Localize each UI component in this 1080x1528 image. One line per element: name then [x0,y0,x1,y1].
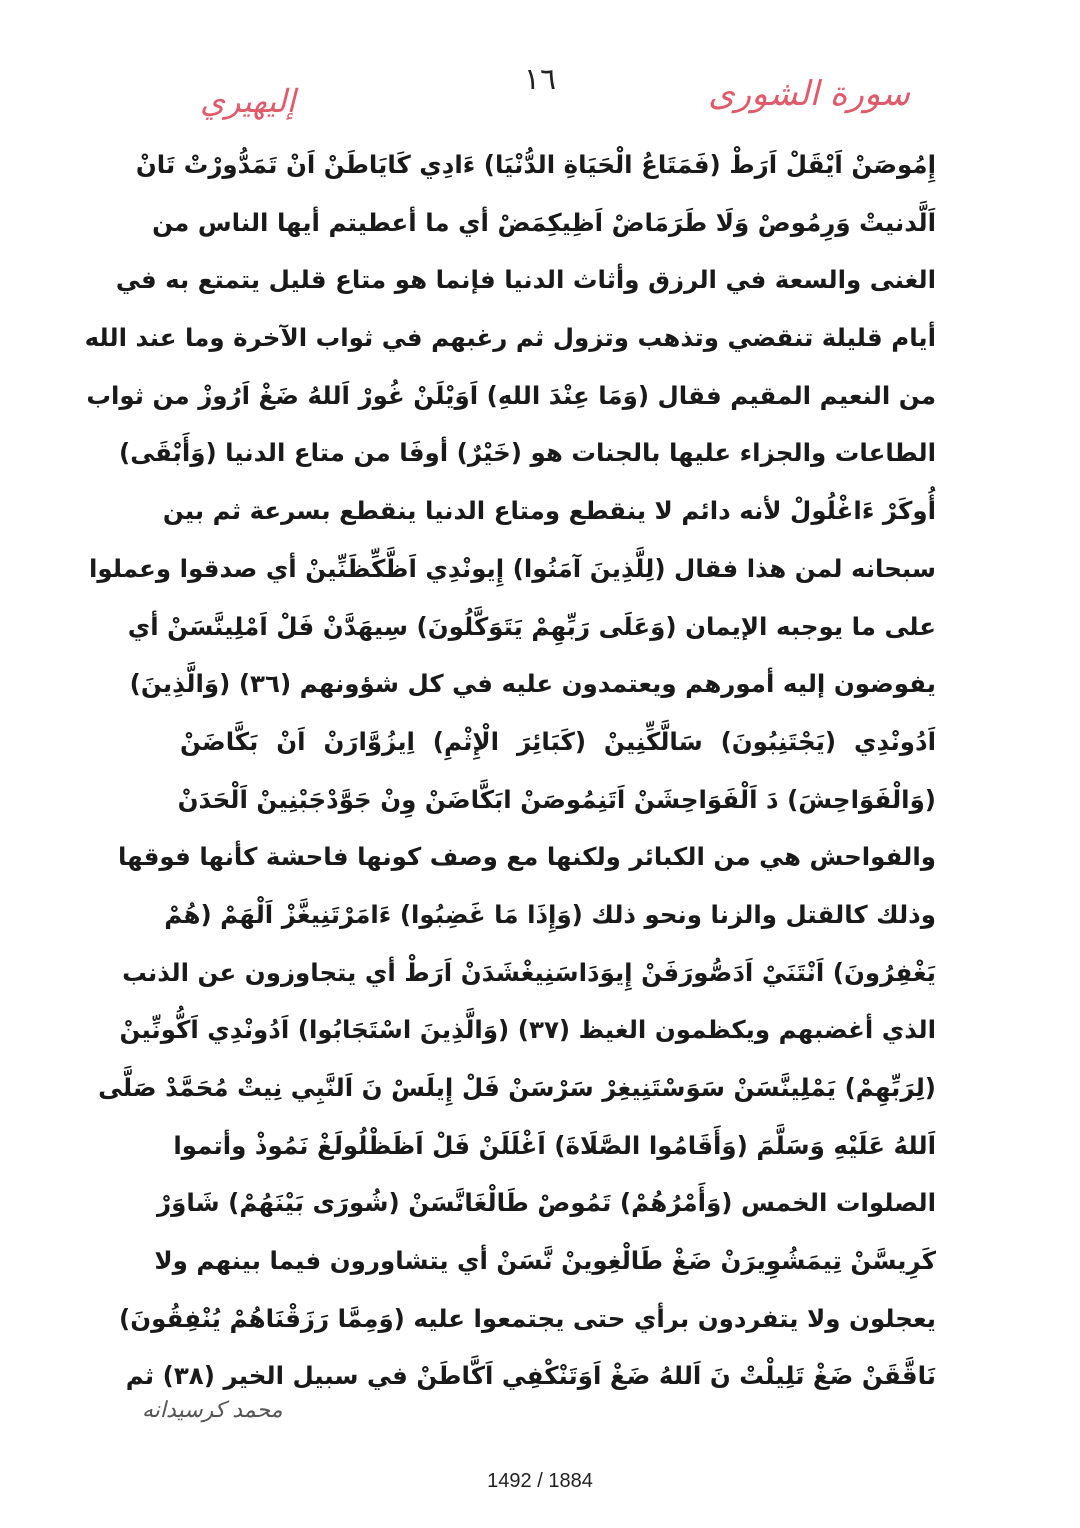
text-line: وذلك كالقتل والزنا ونحو ذلك (وَإِذَا مَا غَضِبُوا) ءَامَرْتَنِيغَّزْ اَلْهَمْ (هُمْ [164,899,936,929]
text-line: يفوضون إليه أمورهم ويعتمدون عليه في كل شؤونهم (٣٦) (وَالَّذِينَ) [129,669,936,699]
text-line: نَاقَّقَنْ ضَغْ تَلِيلْتْ نَ اَللهُ ضَغْ اَوَتَنْكْفِي اَكَّاطَنْ في سبيل الخير (٣٨) ثم [125,1361,936,1391]
text-line: سبحانه لمن هذا فقال (لِلَّذِينَ آمَنُوا) إِيونْدِي اَظَّكِّظَنِّينْ أي صدقوا وعملوا [89,553,936,583]
text-line: الطاعات والجزاء عليها بالجنات هو (خَيْرٌ) أوفَا من متاع الدنيا (وَأَبْقَى) [119,438,936,468]
text-line: اَللهُ عَلَيْهِ وَسَلَّمَ (وَأَقَامُوا الصَّلَاةَ) اَغْلَلَنْ فَلْ اَظَظْلُولَغْ نَمُوذْ وأتموا [173,1130,936,1160]
text-line: (لِرَبِّهِمْ) يَمْلِينَّسَنْ سَوَسْتَنِيغِرْ سَرْسَنْ فَلْ إِيلَسْ نَ اَلنَّبِي نِيتْ مُحَمَّدْ صَلَّى [98,1073,936,1102]
page-body-text [84,136,936,1405]
text-line: أُوكَرْ ءَاغْلُولْ لأنه دائم لا ينقطع ومتاع الدنيا ينقطع بسرعة ثم بين [162,496,936,526]
text-line: الصلوات الخمس (وَأَمْرُهُمْ) تَمُوصْ طَالْغَانَّسَنْ (شُورَى بَيْنَهُمْ) شَاوَرْ [156,1188,936,1218]
page-number: ١٦ [523,62,557,97]
text-line: يَغْفِرُونَ) اَنْتَنَيْ اَدَصُّورَفَنْ إِيوَدَاسَنِيغْشَدَنْ اَرَطْ أي يتجاوزون عن الذنب [122,957,936,987]
handwritten-signature: محمد كرسيدانه [142,1398,283,1423]
viewer-page-indicator: 1492 / 1884 [487,1470,593,1492]
surah-title-handwritten: سورة الشورى [708,74,910,114]
text-line: (وَالْفَوَاحِشَ) دَ اَلْفَوَاحِشَنْ اَتَنِمُوصَنْ ابَكَّاضَنْ وِنْ جَوَّدْجَبْنِينْ اَلْحَدَنْ [177,784,936,814]
text-line: على ما يوجبه الإيمان (وَعَلَى رَبِّهِمْ يَتَوَكَّلُونَ) سِيهَدَّنْ فَلْ اَمْلِينَّسَنْ أي [127,611,936,641]
text-line: إِمُوصَنْ اَيْقَلْ اَرَطْ (فَمَتَاعُ الْحَيَاةِ الدُّنْيَا) ءَادِي كَايَاطَنْ اَنْ تَمَدُّورْتْ تَانْ [135,150,936,179]
text-line: يعجلون ولا يتفردون برأي حتى يجتمعوا عليه (وَمِمَّا رَزَقْنَاهُمْ يُنْفِقُونَ) [119,1303,936,1333]
text-line: من النعيم المقيم فقال (وَمَا عِنْدَ اللهِ) اَوَيْلَنْ غُورْ اَللهُ ضَغْ اَرُوزْ من ثواب [86,380,936,410]
text-line: اَلَّدنيتْ وَرِمُوصْ وَلَا طَرَمَاضْ اَظِيكِمَضْ أي ما أعطيتم أيها الناس من [152,207,936,237]
text-line: الذي أغضبهم ويكظمون الغيظ (٣٧) (وَالَّذِينَ اسْتَجَابُوا) اَدُونْدِي اَكُّونِّينْ [119,1015,936,1045]
text-line: والفواحش هي من الكبائر ولكنها مع وصف كونها فاحشة كأنها فوقها [117,842,936,872]
author-note-handwritten: إليهيري [200,82,296,120]
text-line: كَرِيسَّنْ تِيمَشُوِيرَنْ ضَغْ طَالْغِوينْ نَّسَنْ أي يتشاورون فيما بينهم ولا [154,1246,936,1276]
text-line: أيام قليلة تنقضي وتذهب وتزول ثم رغبهم في ثواب الآخرة وما عند الله [84,323,936,353]
text-line: اَدُونْدِي (يَجْتَنِبُونَ) سَالَّكِّنِينْ (كَبَائِرَ الْإِثْمِ) اِيزُوَّارَنْ اَنْ بَكَّاضَنْ [180,726,936,756]
text-line: الغنى والسعة في الرزق وأثاث الدنيا فإنما هو متاع قليل يتمتع به في [115,265,936,295]
